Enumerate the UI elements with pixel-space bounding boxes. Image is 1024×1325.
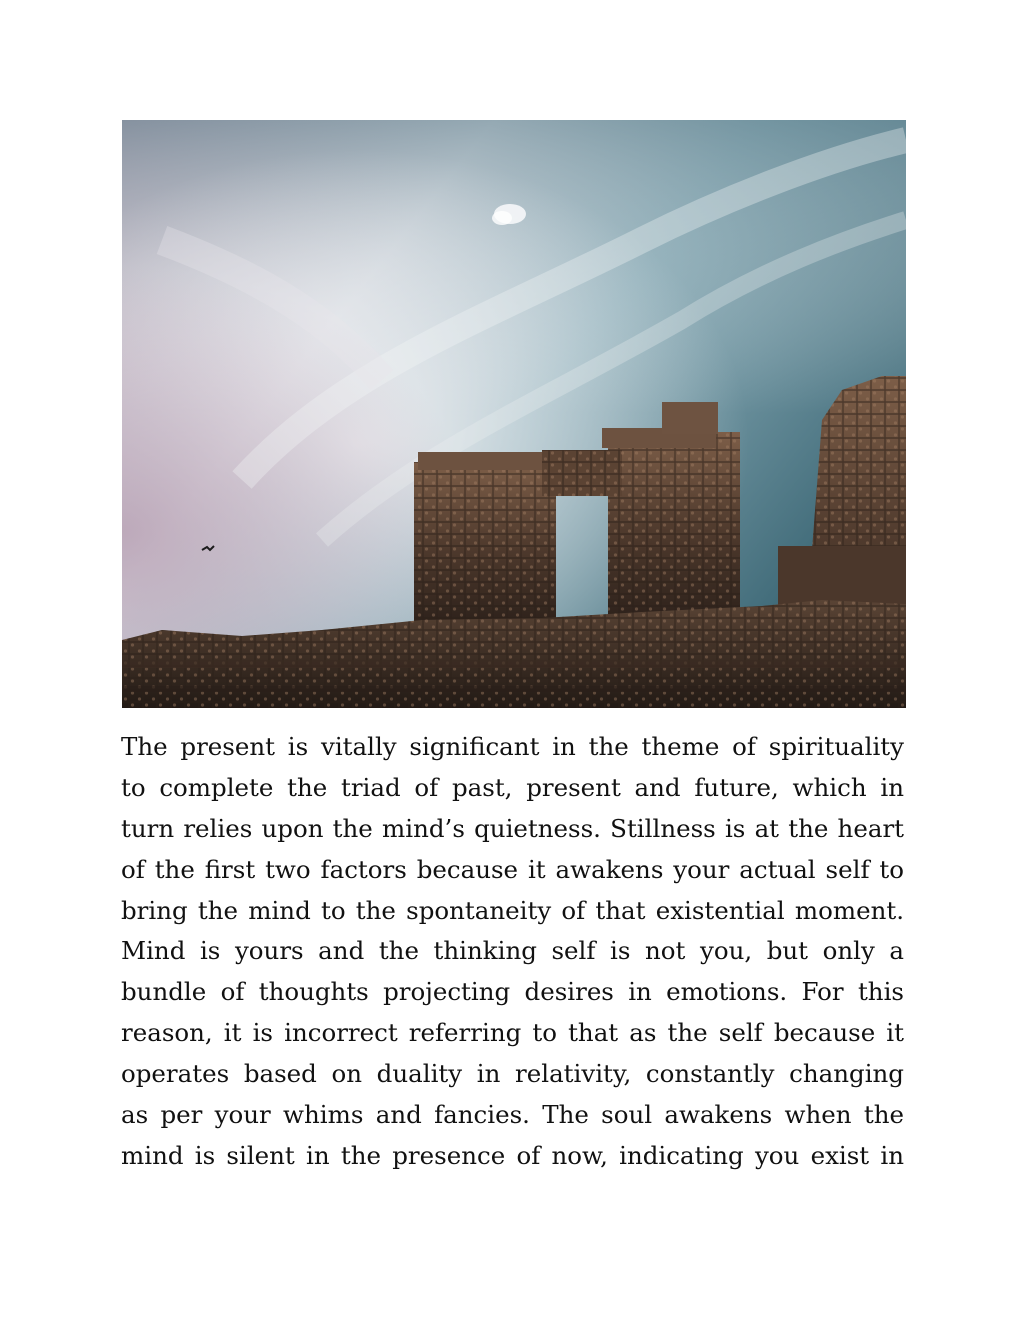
temple-ruins-photo: [122, 120, 906, 708]
paragraph-line: to complete the triad of past, present and future, which in: [121, 772, 904, 802]
paragraph-line: bundle of thoughts projecting desires in emotions. For this: [121, 977, 904, 1007]
paragraph-line: of the first two factors because it awakens your actual self to: [121, 854, 904, 884]
paragraph-line: The present is vitally significant in the theme of spirituality: [121, 732, 904, 761]
paragraph-line: bring the mind to the spontaneity of that existential moment.: [121, 895, 904, 925]
temple-ruins-sky-icon: [122, 120, 906, 708]
paragraph-line: reason, it is incorrect referring to that as the self because it: [121, 1018, 904, 1048]
paragraph-line: as per your whims and fancies. The soul awakens when the: [121, 1100, 904, 1130]
body-paragraph: [121, 727, 904, 1177]
paragraph-line: mind is silent in the presence of now, indicating you exist in: [121, 1140, 904, 1170]
paragraph-line: Mind is yours and the thinking self is not you, but only a: [121, 936, 904, 966]
paragraph-line: operates based on duality in relativity, constantly changing: [121, 1059, 904, 1089]
paragraph-line: turn relies upon the mind’s quietness. Stillness is at the heart: [121, 813, 904, 843]
